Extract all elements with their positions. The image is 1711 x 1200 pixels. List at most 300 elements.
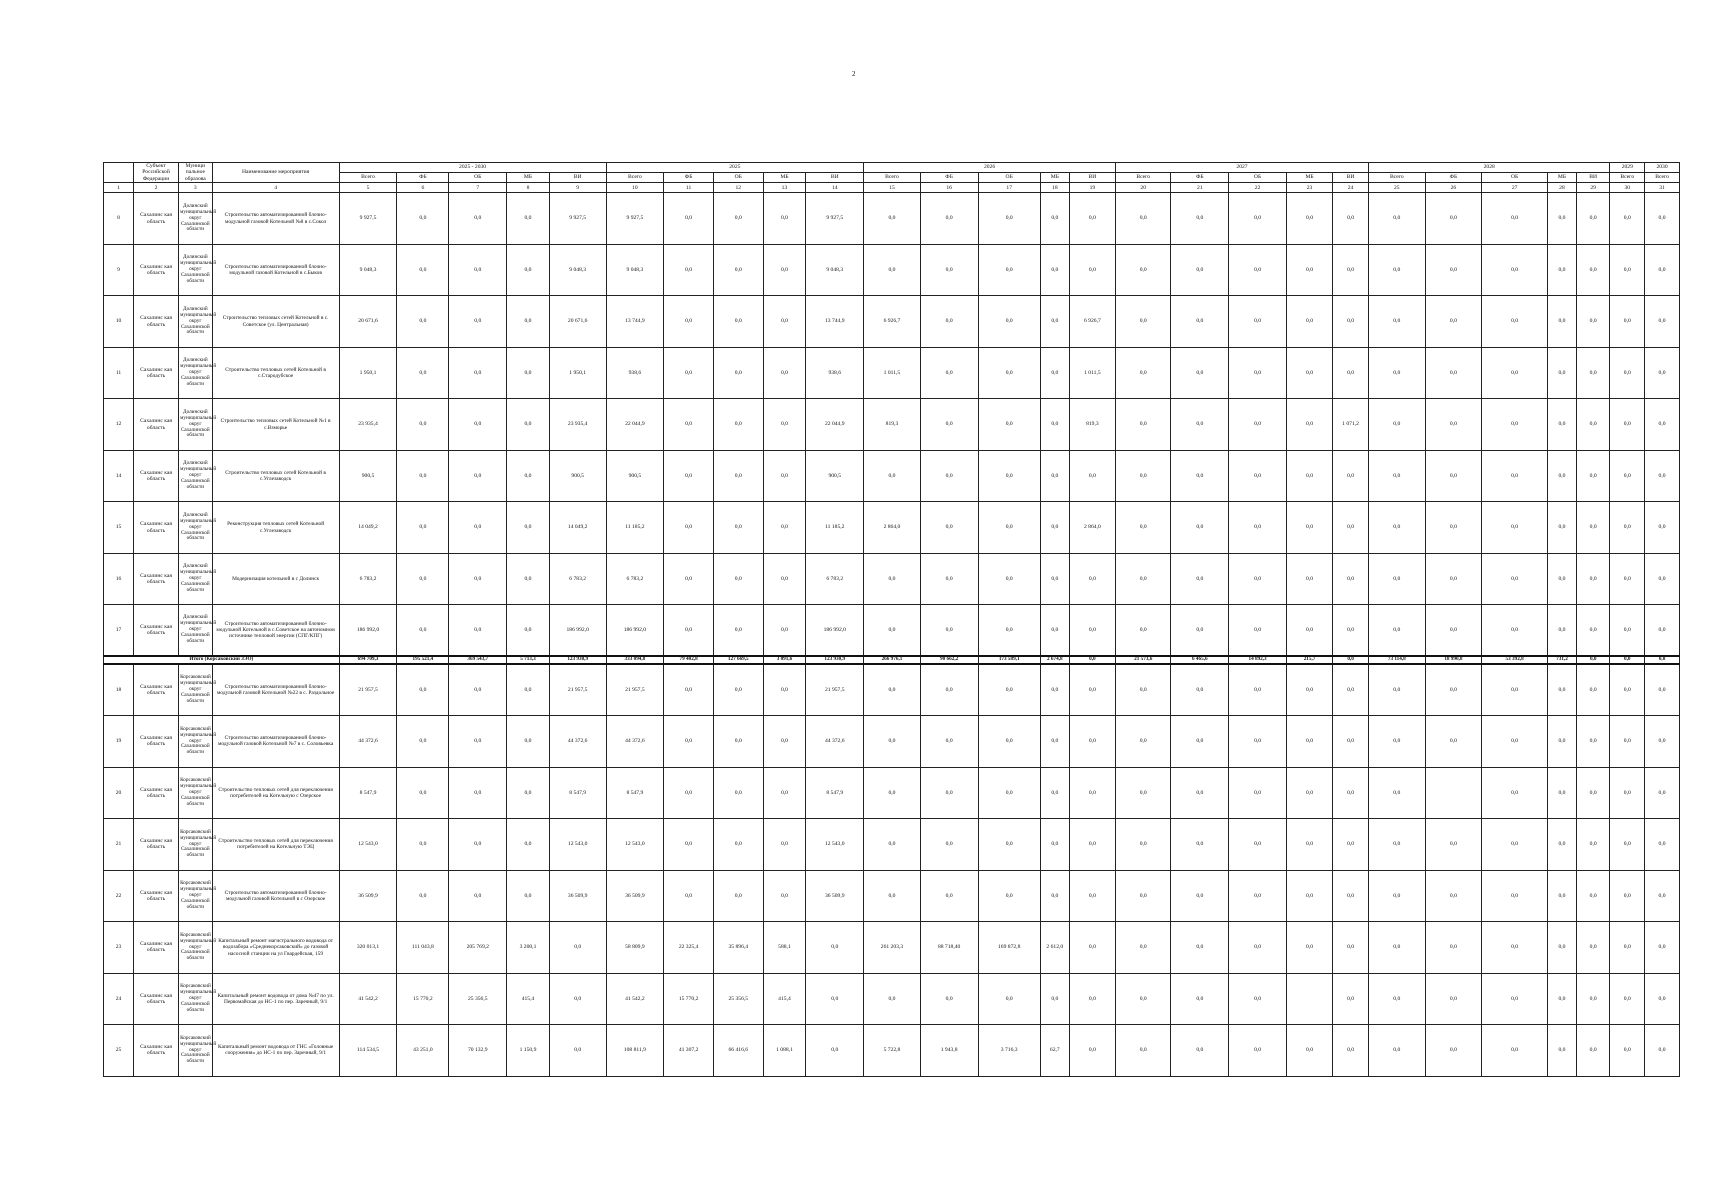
value-cell: 0,0 [920,716,978,768]
value-cell: 0,0 [1171,819,1229,871]
value-cell: 0,0 [1645,553,1680,605]
value-cell: 0,0 [920,819,978,871]
value-cell: 0,0 [1369,1025,1426,1077]
value-cell: 41 542,2 [606,973,664,1025]
value-cell: 0,0 [1069,193,1115,245]
value-cell: 0,0 [1425,819,1482,871]
value-cell: 0,0 [664,244,714,296]
value-cell: 415,4 [763,973,806,1025]
value-cell: 0,0 [1548,973,1577,1025]
value-cell: 41 542,2 [339,973,397,1025]
value-cell: 0,0 [1116,553,1171,605]
value-cell: 0,0 [1610,193,1645,245]
value-cell: 0,0 [978,347,1040,399]
value-cell: 22 044,9 [606,399,664,451]
value-cell: 0,0 [397,399,449,451]
value-cell: 0,0 [1576,922,1610,974]
value-cell: 0,0 [713,870,763,922]
value-cell: 0,0 [864,664,921,716]
value-cell: 0,0 [664,819,714,871]
value-cell: 0,0 [1069,922,1115,974]
value-cell: 0,0 [1116,399,1171,451]
column-number: 19 [1069,183,1115,193]
event-name-cell: Строительство тепловых сетей Котельной в с. Советское (ул. Центральная) [212,296,339,348]
value-cell: 0,0 [507,399,550,451]
value-cell: 6 926,7 [1069,296,1115,348]
value-cell: 0,0 [1040,767,1069,819]
value-cell: 0,0 [449,296,507,348]
value-cell: 0,0 [1229,870,1287,922]
subcolumn-header: ОБ [449,173,507,183]
header-row-subcolumns [104,173,1680,183]
event-name-cell: Строительство тепловых сетей Котельной №1 в с.Взморье [212,399,339,451]
value-cell: 0,0 [1645,502,1680,554]
subcolumn-header: МБ [1548,173,1577,183]
value-cell: 0,0 [1369,922,1426,974]
value-cell: 0,0 [1369,716,1426,768]
value-cell: 0,0 [1610,399,1645,451]
column-number: 16 [920,183,978,193]
value-cell: 0,0 [1482,502,1548,554]
value-cell: 36 509,9 [339,870,397,922]
column-number: 20 [1116,183,1171,193]
value-cell: 9 048,3 [339,244,397,296]
value-cell: 0,0 [1069,870,1115,922]
value-cell: 588,1 [763,922,806,974]
value-cell: 9 927,5 [339,193,397,245]
municipality-cell: Корсаковский муниципальный округ Сахалинской области [179,870,213,922]
value-cell: 0,0 [1576,605,1610,657]
value-cell: 53 392,8 [1482,656,1548,664]
event-name-cell: Строительство тепловых сетей Котельной в с.Стародубское [212,347,339,399]
value-cell: 0,0 [1576,347,1610,399]
value-cell: 0,0 [713,296,763,348]
value-cell: 0,0 [1425,716,1482,768]
value-cell: 3 716,3 [978,1025,1040,1077]
value-cell: 0,0 [920,296,978,348]
value-cell: 0,0 [1610,347,1645,399]
subject-cell: Сахалинс кая область [134,664,179,716]
column-number: 28 [1548,183,1577,193]
value-cell: 0,0 [664,605,714,657]
value-cell: 0,0 [920,193,978,245]
value-cell: 0,0 [920,502,978,554]
value-cell: 0,0 [1116,347,1171,399]
value-cell: 0,0 [864,819,921,871]
subcolumn-header: МБ [1040,173,1069,183]
value-cell: 0,0 [1116,1025,1171,1077]
value-cell: 0,0 [920,605,978,657]
value-cell: 0,0 [864,244,921,296]
value-cell: 73 114,8 [1369,656,1426,664]
value-cell: 0,0 [763,767,806,819]
value-cell: 0,0 [449,767,507,819]
value-cell: 0,0 [397,296,449,348]
value-cell: 0,0 [397,716,449,768]
subcolumn-header: ФБ [1171,173,1229,183]
value-cell: 11 185,2 [806,502,864,554]
municipality-cell: Корсаковский муниципальный округ Сахалинской области [179,716,213,768]
value-cell: 0,0 [978,553,1040,605]
value-cell: 0,0 [507,450,550,502]
value-cell: 0,0 [1482,193,1548,245]
value-cell: 9 048,3 [606,244,664,296]
value-cell: 0,0 [1482,296,1548,348]
value-cell: 0,0 [1610,973,1645,1025]
value-cell: 0,0 [1576,973,1610,1025]
header-period: 2025 - 2030 [339,163,606,173]
subject-cell: Сахалинс кая область [134,922,179,974]
value-cell: 0,0 [1229,605,1287,657]
value-cell: 0,0 [763,605,806,657]
value-cell: 0,0 [1610,922,1645,974]
value-cell: 0,0 [1040,605,1069,657]
value-cell: 1 950,1 [339,347,397,399]
value-cell: 127 669,5 [713,656,763,664]
subcolumn-header: ВИ [1069,173,1115,183]
value-cell: 0,0 [763,399,806,451]
value-cell: 0,0 [1548,716,1577,768]
value-cell: 0,0 [1333,870,1369,922]
value-cell: 21 957,5 [806,664,864,716]
value-cell: 0,0 [1229,973,1287,1025]
value-cell: 0,0 [1425,605,1482,657]
row-number: 24 [104,973,134,1025]
value-cell: 900,5 [339,450,397,502]
value-cell: 0,0 [1576,244,1610,296]
value-cell: 0,0 [1548,502,1577,554]
value-cell: 0,0 [507,347,550,399]
value-cell: 0,0 [1229,922,1287,974]
value-cell: 0,0 [1333,296,1369,348]
value-cell: 0,0 [1040,553,1069,605]
value-cell: 111 043,8 [397,922,449,974]
column-number: 13 [763,183,806,193]
value-cell: 20 671,6 [549,296,606,348]
value-cell: 0,0 [1576,1025,1610,1077]
value-cell: 0,0 [1229,819,1287,871]
value-cell: 0,0 [1286,450,1332,502]
value-cell: 0,0 [449,502,507,554]
value-cell: 0,0 [763,502,806,554]
value-cell: 0,0 [1576,664,1610,716]
table-row [104,347,1680,399]
value-cell: 0,0 [507,605,550,657]
table-row [104,819,1680,871]
value-cell: 0,0 [664,553,714,605]
row-number: 25 [104,1025,134,1077]
value-cell: 0,0 [920,399,978,451]
value-cell: 0,0 [664,399,714,451]
value-cell: 41 307,2 [664,1025,714,1077]
value-cell: 0,0 [978,193,1040,245]
value-cell: 0,0 [1548,767,1577,819]
subject-cell: Сахалинс кая область [134,244,179,296]
value-cell: 0,0 [1548,664,1577,716]
value-cell: 0,0 [1333,716,1369,768]
column-number: 9 [549,183,606,193]
value-cell: 215,7 [1286,656,1332,664]
value-cell: 114 534,5 [339,1025,397,1077]
value-cell: 0,0 [1040,716,1069,768]
value-cell: 0,0 [1425,922,1482,974]
value-cell: 62,7 [1040,1025,1069,1077]
value-cell: 0,0 [1548,819,1577,871]
row-number: 18 [104,664,134,716]
value-cell: 0,0 [1286,664,1332,716]
value-cell: 0,0 [1610,605,1645,657]
value-cell: 0,0 [549,922,606,974]
value-cell: 0,0 [1171,767,1229,819]
subject-cell: Сахалинс кая область [134,819,179,871]
subject-cell: Сахалинс кая область [134,193,179,245]
value-cell: 44 372,6 [339,716,397,768]
value-cell: 0,0 [1333,450,1369,502]
column-number: 21 [1171,183,1229,193]
value-cell: 6 465,6 [1171,656,1229,664]
value-cell: 0,0 [664,716,714,768]
value-cell: 0,0 [449,664,507,716]
value-cell: 0,0 [978,664,1040,716]
value-cell: 0,0 [1548,193,1577,245]
value-cell: 0,0 [1482,399,1548,451]
value-cell: 0,0 [1576,870,1610,922]
value-cell: 0,0 [1069,553,1115,605]
value-cell: 900,5 [606,450,664,502]
value-cell: 0,0 [1425,1025,1482,1077]
column-number: 14 [806,183,864,193]
value-cell: 22 325,4 [664,922,714,974]
value-cell: 0,0 [1116,716,1171,768]
value-cell: 0,0 [549,973,606,1025]
value-cell: 9 048,3 [806,244,864,296]
value-cell: 0,0 [1482,347,1548,399]
value-cell: 0,0 [1369,347,1426,399]
value-cell: 0,0 [1286,347,1332,399]
value-cell: 0,0 [1369,399,1426,451]
event-name-cell: Строительство автоматизированной блочно-модульной газовой Котельной №7 в с. Соловьевка [212,716,339,768]
value-cell: 0,0 [397,450,449,502]
value-cell: 0,0 [1610,502,1645,554]
subcolumn-header: ФБ [664,173,714,183]
value-cell: 0,0 [763,347,806,399]
value-cell: 0,0 [1610,553,1645,605]
value-cell: 12 543,0 [339,819,397,871]
row-number: 10 [104,296,134,348]
subcolumn-header: ФБ [920,173,978,183]
value-cell: 0,0 [713,664,763,716]
row-number: 16 [104,553,134,605]
header-municipality: Муници пальное образова [179,163,213,183]
value-cell: 0,0 [978,973,1040,1025]
value-cell: 0,0 [1645,819,1680,871]
value-cell: 0,0 [1040,819,1069,871]
value-cell: 0,0 [1425,664,1482,716]
value-cell: 0,0 [763,244,806,296]
value-cell: 0,0 [864,973,921,1025]
event-name-cell: Модернизация котельной в с Долинск [212,553,339,605]
value-cell: 0,0 [397,870,449,922]
value-cell: 0,0 [1069,244,1115,296]
subject-cell: Сахалинс кая область [134,553,179,605]
value-cell: 2 674,8 [1040,656,1069,664]
value-cell: 0,0 [864,767,921,819]
value-cell: 0,0 [1425,553,1482,605]
subcolumn-header: Всего [864,173,921,183]
value-cell: 0,0 [1576,819,1610,871]
value-cell: 0,0 [1333,347,1369,399]
value-cell: 0,0 [1482,716,1548,768]
value-cell: 44 372,6 [606,716,664,768]
value-cell: 8 547,9 [606,767,664,819]
value-cell: 0,0 [920,347,978,399]
value-cell: 0,0 [1286,1025,1332,1077]
value-cell: 108 811,9 [606,1025,664,1077]
value-cell: 205 769,2 [449,922,507,974]
value-cell: 0,0 [1171,553,1229,605]
value-cell: 123 930,9 [806,656,864,664]
value-cell: 0,0 [1610,767,1645,819]
value-cell: 0,0 [1333,605,1369,657]
value-cell: 0,0 [1610,656,1645,664]
header-period: 2030 [1645,163,1680,173]
column-number: 3 [179,183,213,193]
value-cell: 0,0 [1645,870,1680,922]
value-cell: 0,0 [713,819,763,871]
value-cell: 25 356,5 [713,973,763,1025]
value-cell [1425,767,1482,819]
value-cell: 21 957,5 [606,664,664,716]
value-cell: 0,0 [1286,502,1332,554]
value-cell: 0,0 [1645,450,1680,502]
value-cell: 23 935,4 [339,399,397,451]
value-cell: 0,0 [1040,193,1069,245]
value-cell: 0,0 [1229,347,1287,399]
subcolumn-header: ОБ [1229,173,1287,183]
value-cell: 0,0 [449,347,507,399]
column-number: 17 [978,183,1040,193]
value-cell: 0,0 [397,767,449,819]
column-number: 27 [1482,183,1548,193]
value-cell: 0,0 [1645,605,1680,657]
municipality-cell: Долинский муниципальный округ Сахалинской области [179,296,213,348]
row-number: 19 [104,716,134,768]
value-cell: 0,0 [713,553,763,605]
subject-cell: Сахалинс кая область [134,450,179,502]
header-row-column-numbers [104,183,1680,193]
value-cell: 0,0 [1229,399,1287,451]
value-cell: 0,0 [1116,193,1171,245]
value-cell: 0,0 [1229,664,1287,716]
value-cell: 0,0 [763,450,806,502]
value-cell: 0,0 [507,819,550,871]
value-cell: 0,0 [1610,870,1645,922]
municipality-cell: Долинский муниципальный округ Сахалинской области [179,244,213,296]
column-number: 1 [104,183,134,193]
value-cell: 0,0 [664,502,714,554]
municipality-cell: Корсаковский муниципальный округ Сахалинской области [179,819,213,871]
value-cell: 36 509,9 [549,870,606,922]
value-cell: 0,0 [1425,244,1482,296]
municipality-cell: Долинский муниципальный округ Сахалинской области [179,502,213,554]
value-cell: 0,0 [1333,193,1369,245]
value-cell: 0,0 [1069,819,1115,871]
value-cell: 0,0 [1040,244,1069,296]
value-cell: 0,0 [1576,767,1610,819]
value-cell: 20 671,6 [339,296,397,348]
value-cell: 0,0 [978,244,1040,296]
value-cell: 0,0 [763,716,806,768]
value-cell: 0,0 [507,244,550,296]
header-period: 2027 [1116,163,1369,173]
value-cell: 819,3 [864,399,921,451]
value-cell: 0,0 [1069,767,1115,819]
table-row [104,296,1680,348]
value-cell: 0,0 [664,870,714,922]
value-cell: 0,0 [1286,553,1332,605]
header-event-name: Наименование мероприятия [212,163,339,183]
value-cell: 0,0 [1548,347,1577,399]
value-cell: 261 203,3 [864,922,921,974]
header-num-blank [104,163,134,183]
value-cell: 0,0 [1482,605,1548,657]
row-number: 17 [104,605,134,657]
subcolumn-header: Всего [1610,173,1645,183]
value-cell: 0,0 [449,716,507,768]
value-cell: 0,0 [713,502,763,554]
value-cell: 0,0 [713,605,763,657]
value-cell: 36 509,9 [606,870,664,922]
value-cell: 0,0 [449,450,507,502]
value-cell: 0,0 [864,870,921,922]
value-cell: 0,0 [1645,193,1680,245]
value-cell: 0,0 [1369,819,1426,871]
value-cell: 0,0 [1369,296,1426,348]
value-cell: 0,0 [1171,450,1229,502]
value-cell: 8 547,9 [549,767,606,819]
value-cell: 0,0 [1482,870,1548,922]
value-cell: 0,0 [1369,664,1426,716]
value-cell: 0,0 [864,605,921,657]
value-cell: 18 990,8 [1425,656,1482,664]
value-cell: 0,0 [1425,347,1482,399]
value-cell: 0,0 [864,553,921,605]
value-cell: 0,0 [1645,973,1680,1025]
value-cell: 43 251,0 [397,1025,449,1077]
value-cell: 186 992,0 [549,605,606,657]
value-cell: 0,0 [1645,922,1680,974]
value-cell: 0,0 [1171,605,1229,657]
value-cell: 0,0 [1333,922,1369,974]
value-cell: 173 589,1 [978,656,1040,664]
table-row [104,973,1680,1025]
value-cell: 169 872,8 [978,922,1040,974]
value-cell: 0,0 [1482,1025,1548,1077]
value-cell: 0,0 [664,193,714,245]
value-cell: 0,0 [1116,767,1171,819]
value-cell: 0,0 [397,664,449,716]
value-cell: 0,0 [978,296,1040,348]
value-cell: 0,0 [1645,347,1680,399]
value-cell: 0,0 [1576,450,1610,502]
municipality-cell: Корсаковский муниципальный округ Сахалинской области [179,922,213,974]
event-name-cell: Строительство тепловых сетей для переключения потребителей на Котельную с Озерское [212,767,339,819]
column-number: 24 [1333,183,1369,193]
value-cell: 0,0 [1576,399,1610,451]
value-cell: 0,0 [1229,450,1287,502]
value-cell: 6 783,2 [549,553,606,605]
column-number: 12 [713,183,763,193]
